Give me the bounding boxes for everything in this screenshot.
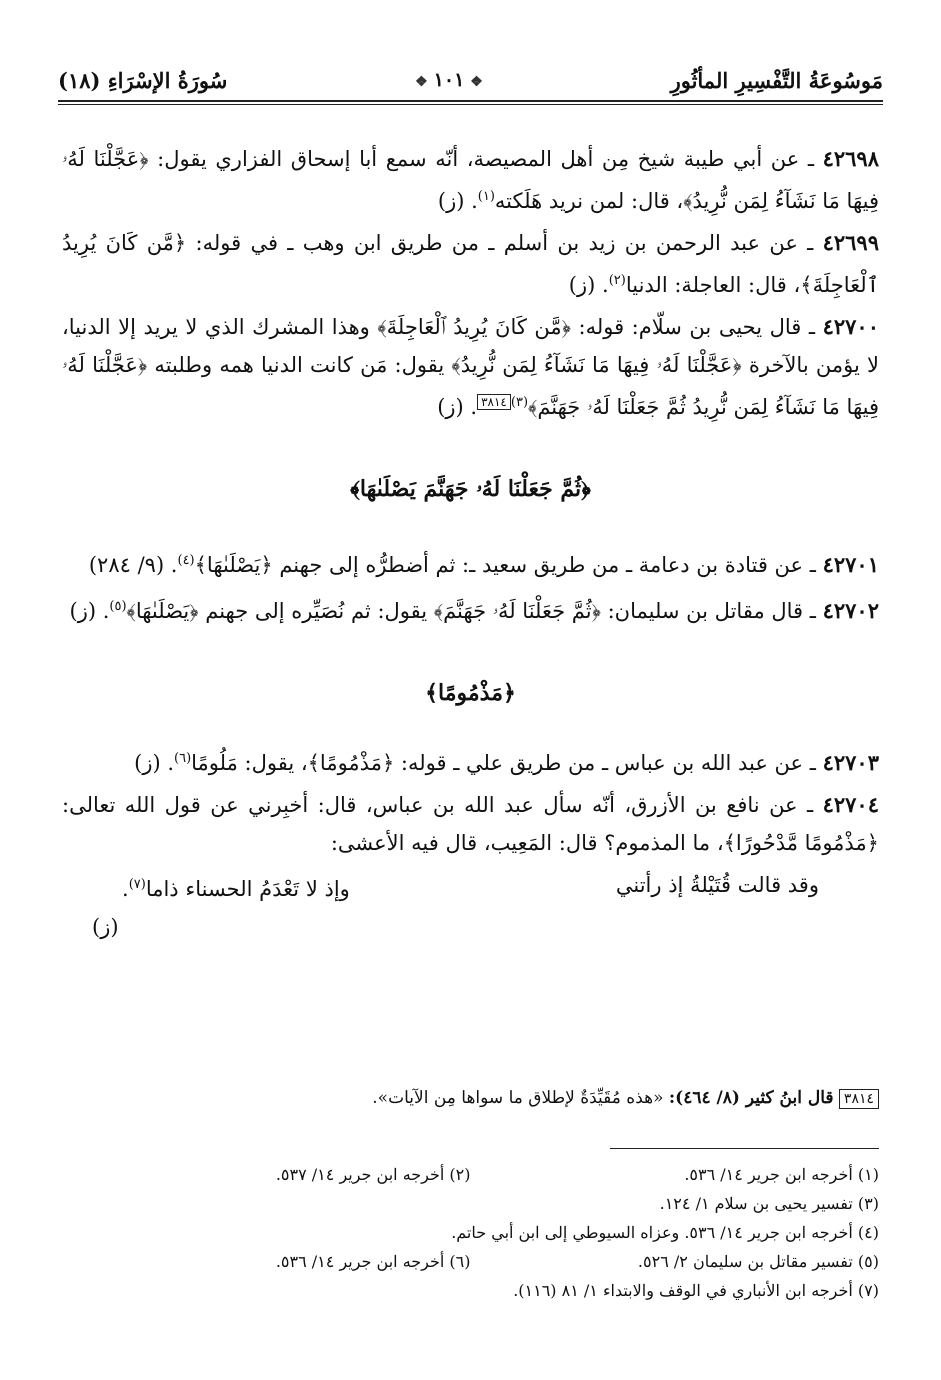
narration-number: ٤٢٧٠٣ — [822, 750, 879, 775]
narration-text: ـ عن نافع بن الأزرق، أنّه سأل عبد الله بن عباس، قال: أخبِرني عن قول الله تعالى: ﴿مَذْمُومًا مَّدْحُورًا﴾، ما المذموم؟ قال: المَعِيب، قال فيه الأعشى: — [62, 793, 879, 855]
footnote-ref: (٧) — [128, 877, 146, 892]
narration-number: ٤٢٦٩٨ — [822, 146, 879, 171]
footnote-row — [62, 1276, 879, 1305]
narration-source: (ز) — [92, 915, 119, 939]
page-header — [58, 60, 883, 100]
footnote-row — [62, 1189, 879, 1218]
header-rule — [58, 100, 883, 102]
narration-text: ـ قال يحيى بن سلّام: قوله: ﴿مَّن كَانَ يُرِيدُ ٱلْعَاجِلَةَ﴾ وهذا المشرك الذي لا يريد إلا الدنيا، لا يؤمن بالآخرة ﴿عَجَّلْنَا لَهُۥ فِيهَا مَا نَشَآءُ لِمَن نُّرِيدُ﴾ يقول: مَن كانت الدنيا همه وطلبته ﴿عَجَّلْنَا لَهُۥ فِيهَا مَا نَشَآءُ لِمَن نُّرِيدُ ثُمَّ جَعَلْنَا لَهُۥ جَهَنَّمَ﴾ — [62, 315, 879, 419]
ornament-icon: ❖ — [470, 74, 483, 90]
commentary-author: قال ابنُ كثير (٨/ ٤٦٤): — [668, 1088, 834, 1108]
header-rule-thin — [58, 104, 883, 105]
narration — [62, 224, 879, 304]
footnote: (٧) أخرجه ابن الأنباري في الوقف والابتداء ١/ ٨١ (١١٦). — [513, 1281, 879, 1300]
commentary-block — [62, 1088, 879, 1109]
footnote-ref: (٦) — [174, 751, 192, 766]
poetry-verse: وقد قالت قُتَيْلةُ إذ رأتني وإذ لا تَعْدَمُ الحسناء ذاما$^{(٧)}$. — [62, 866, 879, 908]
footnote: (٣) تفسير يحيى بن سلام ١/ ١٢٤. — [659, 1194, 879, 1213]
narration — [62, 140, 879, 220]
page-number-wrap — [409, 69, 489, 91]
narration-text: ـ عن قتادة بن دعامة ـ من طريق سعيد ـ: ثم أضطرُّه إلى جهنم ﴿يَصْلَىٰهَا﴾ — [194, 553, 816, 577]
footnote: (٤) أخرجه ابن جرير ١٤/ ٥٣٦. وعزاه السيوطي إلى ابن أبي حاتم. — [451, 1223, 879, 1242]
narration-text: ـ عن عبد الله بن عباس ـ من طريق علي ـ قوله: ﴿مَذْمُومًا﴾، يقول: مَلُومًا — [191, 751, 816, 775]
narration — [62, 588, 879, 630]
narration — [62, 308, 879, 426]
narration-number: ٤٢٧٠٠ — [822, 314, 879, 339]
commentary-ref-box: ٣٨١٤ — [839, 1089, 879, 1109]
footnotes — [62, 1160, 879, 1305]
narration-text: ـ عن عبد الرحمن بن زيد بن أسلم ـ من طريق ابن وهب ـ في قوله: ﴿مَّن كَانَ يُرِيدُ ٱلْعَاجِلَةَ﴾، قال: العاجلة: الدنيا — [62, 231, 879, 297]
narration-source: . (ز) — [437, 189, 478, 213]
footnote-ref: (٣) — [510, 395, 529, 410]
footnote-ref: (١) — [477, 189, 495, 204]
ornament-icon: ❖ — [415, 74, 428, 90]
narration-source: . (ز) — [69, 599, 110, 623]
narration-source: . (ز) — [568, 273, 609, 297]
narration-number: ٤٢٧٠١ — [822, 552, 879, 577]
commentary-text: «هذه مُقَيِّدَةٌ لإطلاق ما سواها مِن الآيات». — [372, 1088, 664, 1108]
verse-hemistich-left: وإذ لا تَعْدَمُ الحسناء ذاما — [145, 877, 350, 901]
footnote: (٦) أخرجه ابن جرير ١٤/ ٥٣٦. — [275, 1252, 471, 1271]
footnote: (٥) تفسير مقاتل بن سليمان ٢/ ٥٢٦. — [637, 1252, 879, 1271]
narration-source: . (ز) — [437, 395, 478, 419]
narration-number: ٤٢٦٩٩ — [822, 230, 879, 255]
narration-number: ٤٢٧٠٤ — [822, 792, 879, 817]
footnote-ref: (٢) — [608, 273, 626, 288]
main-text — [62, 140, 879, 950]
page-number: ١٠١ — [433, 69, 465, 91]
footnote-row — [62, 1247, 879, 1276]
verse-heading: ﴿ثُمَّ جَعَلْنَا لَهُۥ جَهَنَّمَ يَصْلَىٰهَا﴾ — [350, 476, 591, 502]
book-title: مَوسُوعَةُ التَّفْسِيرِ المأثُورِ — [670, 67, 883, 93]
footnote: (٢) أخرجه ابن جرير ١٤/ ٥٣٧. — [275, 1165, 471, 1184]
narration-source: . (٩/ ٢٨٤) — [88, 553, 178, 577]
narration-number: ٤٢٧٠٢ — [822, 598, 879, 623]
verse-heading: ﴿مَذْمُومًا﴾ — [425, 680, 516, 706]
verse-hemistich-right: وقد قالت قُتَيْلةُ إذ رأتني — [615, 873, 819, 897]
narration — [62, 786, 879, 862]
narration — [62, 740, 879, 782]
footnote-rule — [610, 1148, 879, 1149]
footnote-ref: (٥) — [109, 599, 127, 614]
surah-title: سُورَةُ الإسْرَاءِ (١٨) — [58, 67, 228, 93]
narration — [62, 542, 879, 584]
narration-text: ـ قال مقاتل بن سليمان: ﴿ثُمَّ جَعَلْنَا لَهُۥ جَهَنَّمَ﴾ يقول: ثم نُصَيِّره إلى جهنم ﴿يَصْلَىٰهَا﴾ — [126, 599, 816, 623]
footnote-row — [62, 1160, 879, 1189]
footnote: (١) أخرجه ابن جرير ١٤/ ٥٣٦. — [684, 1165, 879, 1184]
commentary-ref-box: ٣٨١٤ — [477, 394, 511, 410]
narration-source: . (ز) — [134, 751, 175, 775]
footnote-ref: (٤) — [177, 553, 195, 568]
footnote-row — [62, 1218, 879, 1247]
narration-text: ـ عن أبي طيبة شيخ مِن أهل المصيصة، أنّه سمع أبا إسحاق الفزاري يقول: ﴿عَجَّلْنَا لَهُۥ فِيهَا مَا نَشَآءُ لِمَن نُّرِيدُ﴾، قال: لمن نريد هَلَكته — [62, 147, 879, 213]
